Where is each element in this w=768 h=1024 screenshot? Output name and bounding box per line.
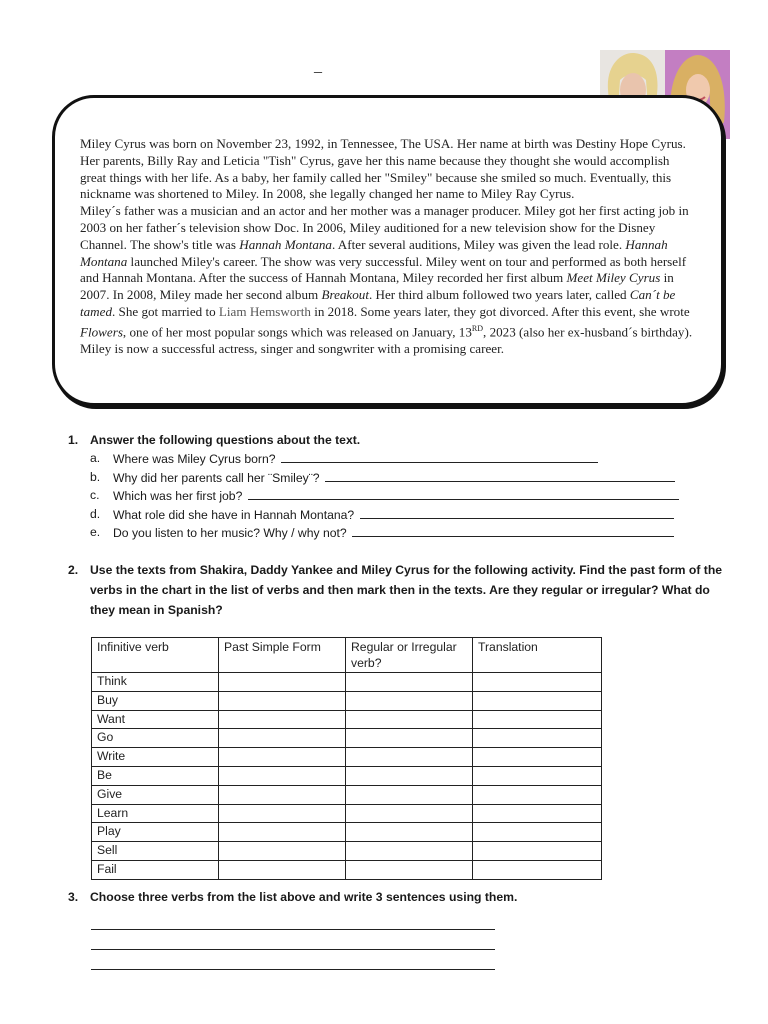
verb-cell: Write xyxy=(92,748,219,767)
item-letter: c. xyxy=(90,488,100,503)
question-number: 3. xyxy=(68,890,79,904)
translation-cell[interactable] xyxy=(473,823,602,842)
question-title: Use the texts from Shakira, Daddy Yankee and Miley Cyrus for the following activity. Find the past form of the verbs in the chart in the list of verbs and then mark then in the texts. Are they regular or irregular? What do they mean in Spanish? xyxy=(90,563,723,617)
regular-irregular-cell[interactable] xyxy=(346,804,473,823)
translation-cell[interactable] xyxy=(473,804,602,823)
verb-cell: Learn xyxy=(92,804,219,823)
album-title-italic: Breakout xyxy=(321,287,369,303)
question-text: Which was her first job? xyxy=(113,489,243,504)
regular-irregular-cell[interactable] xyxy=(346,785,473,804)
item-question xyxy=(113,449,598,469)
item-letter: d. xyxy=(90,506,101,521)
translation-cell[interactable] xyxy=(473,710,602,729)
past-form-cell[interactable] xyxy=(219,823,346,842)
past-form-cell[interactable] xyxy=(219,691,346,710)
verb-cell: Fail xyxy=(92,860,219,879)
column-header: Past Simple Form xyxy=(219,638,346,673)
reading-text xyxy=(80,136,698,358)
item-question xyxy=(113,505,674,525)
past-form-cell[interactable] xyxy=(219,804,346,823)
verb-cell: Go xyxy=(92,729,219,748)
regular-irregular-cell[interactable] xyxy=(346,729,473,748)
text-run: . After several auditions, Miley was given the lead role. xyxy=(331,236,626,252)
verb-cell: Think xyxy=(92,673,219,692)
reading-paragraph-1: Miley Cyrus was born on November 23, 1992, in Tennessee, The USA. Her name at birth was Destiny Hope Cyrus. Her parents, Billy Ray and Leticia "Tish" Cyrus, gave her this name because they thought she would accomplish great things with her life. As a baby, her family called her "Smiley" because she smiled so much. Eventually, this nickname was shortened to Miley. In 2008, she legally changed her name to Miley Ray Cyrus. xyxy=(80,136,686,202)
regular-irregular-cell[interactable] xyxy=(346,673,473,692)
reading-paragraph-2 xyxy=(80,203,698,358)
text-run: . Her third album followed two years later, called xyxy=(368,287,630,303)
translation-cell[interactable] xyxy=(473,729,602,748)
question-title: Answer the following questions about the text. xyxy=(90,433,361,447)
translation-cell[interactable] xyxy=(473,748,602,767)
song-title-italic: Flowers xyxy=(80,324,123,340)
past-form-cell[interactable] xyxy=(219,842,346,861)
text-run: Miley´s father was a musician and an actor and her mother was a manager producer. Miley got her first acting job in 2003 on her father´s television show Doc. In 2006, Miley auditioned for a new television show for the Disney Channel. The show's title was xyxy=(80,203,689,252)
table-row xyxy=(92,823,602,842)
text-run: launched Miley's career. The show was very successful. Miley went on tour and performed as both herself and Hannah Montana. After the success of Hannah Montana, Miley recorded her first album xyxy=(80,253,687,286)
regular-irregular-cell[interactable] xyxy=(346,748,473,767)
item-question xyxy=(113,486,679,506)
table-row xyxy=(92,748,602,767)
table-row xyxy=(92,842,602,861)
table-row xyxy=(92,804,602,823)
question-number: 1. xyxy=(68,433,79,447)
column-header: Infinitive verb xyxy=(92,638,219,673)
text-run: , one of her most popular songs which was released on January, 13 xyxy=(122,324,472,340)
regular-irregular-cell[interactable] xyxy=(346,691,473,710)
regular-irregular-cell[interactable] xyxy=(346,710,473,729)
regular-irregular-cell[interactable] xyxy=(346,823,473,842)
verb-cell: Sell xyxy=(92,842,219,861)
album-title-italic: Can´t be tamed xyxy=(80,287,676,319)
question-text: What role did she have in Hannah Montana? xyxy=(113,507,355,522)
column-header: Translation xyxy=(473,638,602,673)
answer-line[interactable] xyxy=(325,468,675,482)
sentence-line-1[interactable] xyxy=(91,910,495,930)
title-placeholder-dash: _ xyxy=(314,58,322,75)
column-header: Regular or Irregular verb? xyxy=(346,638,473,673)
translation-cell[interactable] xyxy=(473,842,602,861)
question-text: Where was Miley Cyrus born? xyxy=(113,452,276,466)
regular-irregular-cell[interactable] xyxy=(346,860,473,879)
item-letter: a. xyxy=(90,451,101,465)
table-row xyxy=(92,691,602,710)
past-form-cell[interactable] xyxy=(219,785,346,804)
table-header-row xyxy=(92,638,602,673)
past-form-cell[interactable] xyxy=(219,860,346,879)
verb-cell: Be xyxy=(92,766,219,785)
past-form-cell[interactable] xyxy=(219,673,346,692)
text-run: in 2018. Some years later, they got divorced. After this event, she wrote xyxy=(310,303,690,319)
table-row xyxy=(92,785,602,804)
translation-cell[interactable] xyxy=(473,860,602,879)
show-title-italic: Hannah Montana xyxy=(239,236,332,252)
sentence-answer-lines xyxy=(91,910,495,970)
translation-cell[interactable] xyxy=(473,766,602,785)
show-title-italic: Hannah Montana xyxy=(80,236,668,269)
regular-irregular-cell[interactable] xyxy=(346,842,473,861)
table-row xyxy=(92,729,602,748)
verb-cell: Play xyxy=(92,823,219,842)
item-letter: e. xyxy=(90,525,101,540)
past-form-cell[interactable] xyxy=(219,729,346,748)
husband-name: Liam Hemsworth xyxy=(218,303,311,319)
question-text: Why did her parents call her ¨Smiley¨? xyxy=(113,470,320,485)
table-row xyxy=(92,860,602,879)
past-form-cell[interactable] xyxy=(219,748,346,767)
verb-cell: Want xyxy=(92,710,219,729)
item-question xyxy=(113,468,675,488)
sentence-line-2[interactable] xyxy=(91,930,495,950)
item-letter: b. xyxy=(90,469,101,484)
text-run: . She got married to xyxy=(112,303,219,319)
item-question xyxy=(113,523,674,543)
text-run: in 2007. In 2008, Miley made her second album xyxy=(80,270,674,303)
question-title: Choose three verbs from the list above and write 3 sentences using them. xyxy=(90,890,518,904)
translation-cell[interactable] xyxy=(473,673,602,692)
answer-line[interactable] xyxy=(281,449,598,463)
regular-irregular-cell[interactable] xyxy=(346,766,473,785)
date-superscript: RD xyxy=(471,323,484,333)
question-text: Do you listen to her music? Why / why not? xyxy=(113,526,347,541)
album-title-italic: Meet Miley Cyrus xyxy=(566,270,661,286)
question-number: 2. xyxy=(68,563,79,577)
table-row xyxy=(92,710,602,729)
translation-cell[interactable] xyxy=(473,691,602,710)
past-form-cell[interactable] xyxy=(219,766,346,785)
answer-line[interactable] xyxy=(248,486,679,500)
translation-cell[interactable] xyxy=(473,785,602,804)
answer-line[interactable] xyxy=(360,505,674,519)
table-row xyxy=(92,766,602,785)
text-run: , 2023 (also her ex-husband´s birthday). Miley is now a successful actress, singer and songwriter with a promising career. xyxy=(80,324,693,356)
sentence-line-3[interactable] xyxy=(91,950,495,970)
verb-cell: Buy xyxy=(92,691,219,710)
verb-cell: Give xyxy=(92,785,219,804)
table-row xyxy=(92,673,602,692)
verbs-table xyxy=(91,637,602,880)
past-form-cell[interactable] xyxy=(219,710,346,729)
answer-line[interactable] xyxy=(352,523,674,537)
